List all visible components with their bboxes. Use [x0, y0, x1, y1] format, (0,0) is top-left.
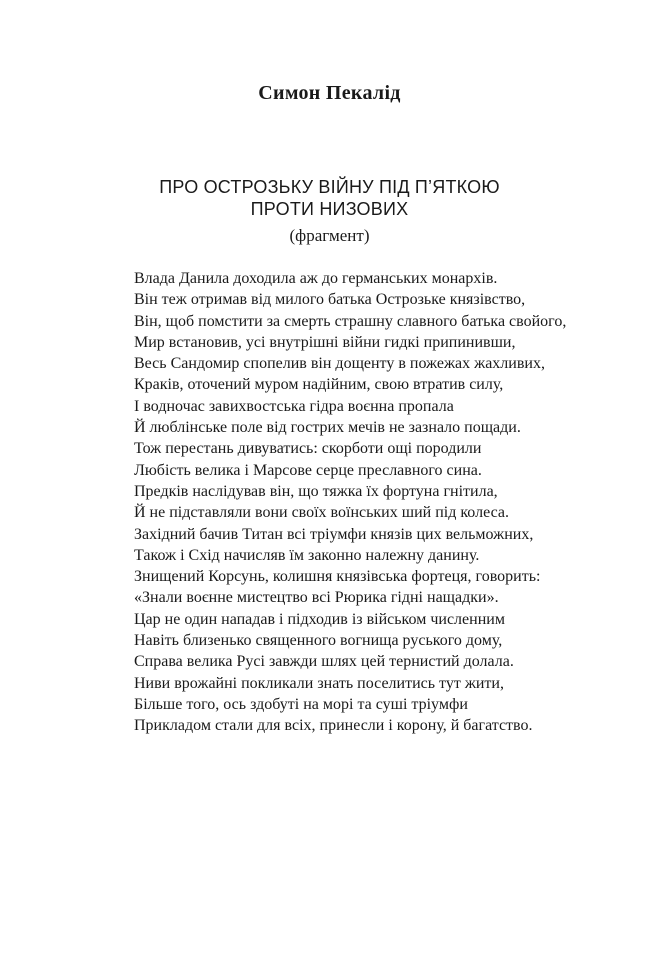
poem-subtitle: (фрагмент) — [289, 226, 370, 245]
poem-title — [0, 176, 659, 220]
poem-line: Й не підставляли вони своїх воїнських ший під колеса. — [134, 504, 509, 522]
poem-line: Також і Схід начисляв їм законно належну данину. — [134, 546, 480, 564]
poem-line: Західний бачив Титан всі тріумфи князів цих вельможних, — [134, 525, 534, 543]
poem-line: Більше того, ось здобуті на морі та суші тріумфи — [134, 695, 468, 713]
poem-line: Весь Сандомир спопелив він дощенту в пожежах жахливих, — [134, 355, 545, 373]
poem-line: Навіть близенько священного вогнища руського дому, — [134, 632, 503, 650]
poem-line: Справа велика Русі завжди шлях цей тернистий долала. — [134, 653, 514, 671]
poem-line: Любість велика і Марсове серце преславного сина. — [134, 461, 482, 479]
author-name: Симон Пекалід — [258, 82, 401, 104]
poem-title-line-2: ПРОТИ НИЗОВИХ — [250, 199, 409, 219]
poem-line: Тож перестань дивуватись: скорботи ощі породили — [134, 440, 482, 458]
poem-line: Ниви врожайні покликали знать поселитись тут жити, — [134, 674, 504, 692]
poem-line: І водночас завихвостська гідра воєнна пропала — [134, 397, 454, 415]
poem-line: Краків, оточений муром надійним, свою втратив силу, — [134, 376, 504, 394]
poem-line: Й люблінське поле від гострих мечів не зазнало пощади. — [134, 419, 521, 437]
poem-body — [134, 268, 634, 737]
poem-title-line-1: ПРО ОСТРОЗЬКУ ВІЙНУ ПІД П’ЯТКОЮ — [159, 177, 500, 197]
poem-line: Знищений Корсунь, колишня князівська фортеця, говорить: — [134, 568, 541, 586]
poem-line: Предків наслідував він, що тяжка їх фортуна гнітила, — [134, 482, 498, 500]
poem-line: «Знали воєнне мистецтво всі Рюрика гідні нащадки». — [134, 589, 499, 607]
poem-line: Цар не один нападав і підходив із військом численним — [134, 610, 505, 628]
poem-line: Він теж отримав від милого батька Острозьке князівство, — [134, 291, 526, 309]
poem-line: Мир встановив, усі внутрішні війни гидкі припинивши, — [134, 333, 516, 351]
poem-line: Влада Данила доходила аж до германських монархів. — [134, 270, 498, 287]
poem-line: Прикладом стали для всіх, принесли і корону, й багатство. — [134, 717, 533, 735]
poem-line: Він, щоб помстити за смерть страшну славного батька свойого, — [134, 312, 567, 330]
